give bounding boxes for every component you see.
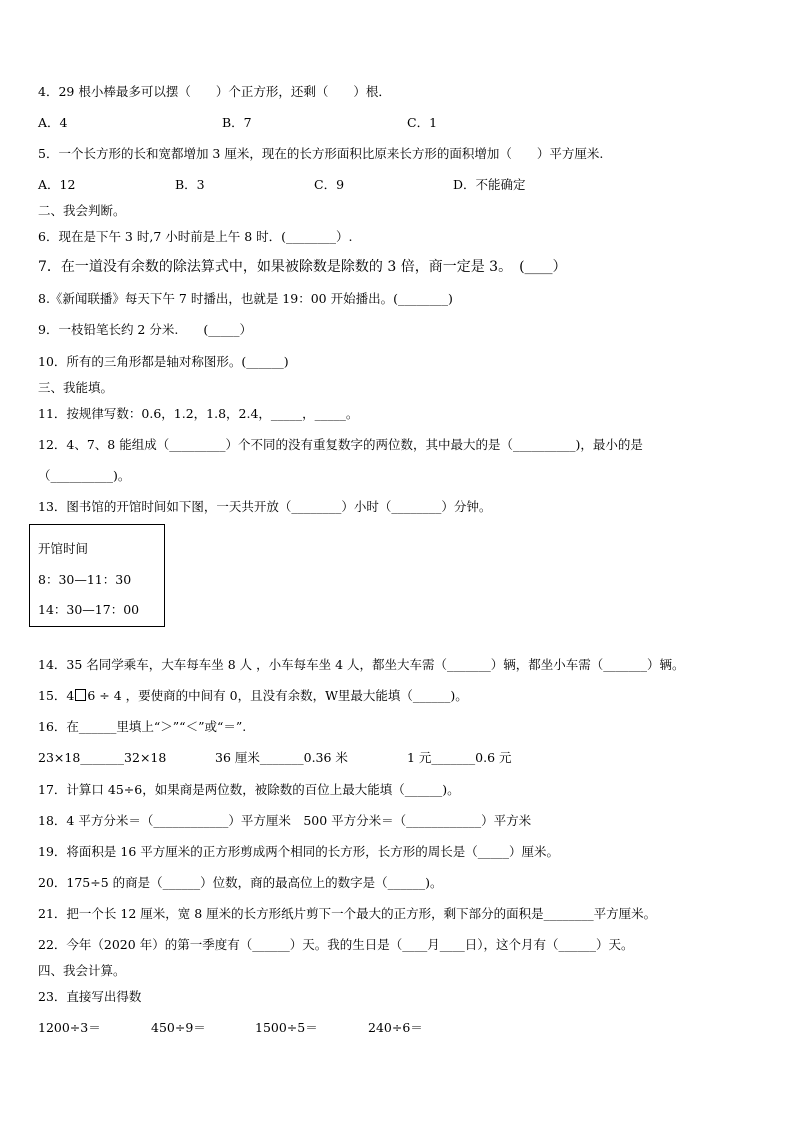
q23-item-3: 1500÷5＝ bbox=[255, 1020, 318, 1035]
question-9: 9．一枝铅笔长约 2 分米. (_____） bbox=[38, 322, 252, 337]
q15-suffix: 6 ÷ 4 ，要使商的中间有 0，且没有余数，W里最大能填（______)。 bbox=[87, 688, 468, 703]
question-16: 16．在______里填上“＞”“＜”或“＝”. bbox=[38, 719, 247, 734]
question-18: 18．4 平方分米＝（____________）平方厘米 500 平方分米＝（____________）平方米 bbox=[38, 813, 532, 828]
question-21: 21．把一个长 12 厘米，宽 8 厘米的长方形纸片剪下一个最大的正方形，剩下部分的面积是________平方厘米。 bbox=[38, 906, 657, 921]
q16-item-1: 23×18_______32×18 bbox=[38, 750, 167, 765]
q23-item-4: 240÷6＝ bbox=[368, 1020, 423, 1035]
question-13: 13．图书馆的开馆时间如下图，一天共开放（________）小时（________）分钟。 bbox=[38, 499, 492, 514]
blank-box-icon bbox=[75, 689, 86, 701]
q16-item-3: 1 元_______0.6 元 bbox=[407, 750, 512, 765]
q5-option-d: D．不能确定 bbox=[453, 177, 526, 192]
question-19: 19．将面积是 16 平方厘米的正方形剪成两个相同的长方形，长方形的周长是（_____）厘米。 bbox=[38, 844, 560, 859]
q5-option-b: B．3 bbox=[175, 177, 205, 192]
section-heading-calc: 四、我会计算。 bbox=[38, 963, 126, 978]
question-4: 4．29 根小棒最多可以摆（ ）个正方形，还剩（ ）根． bbox=[38, 84, 391, 99]
q15-prefix: 15．4 bbox=[38, 688, 75, 703]
q4-option-c: C．1 bbox=[407, 115, 438, 130]
q23-item-2: 450÷9＝ bbox=[151, 1020, 206, 1035]
q4-option-a: A．4 bbox=[38, 115, 68, 130]
question-7: 7．在一道没有余数的除法算式中，如果被除数是除数的 3 倍，商一定是 3。 (____） bbox=[38, 259, 567, 275]
q5-option-c: C．9 bbox=[314, 177, 345, 192]
library-hours-morning: 8：30—11：30 bbox=[38, 572, 132, 587]
question-12-line1: 12．4、7、8 能组成（_________）个不同的没有重复数字的两位数，其中最大的是（__________)，最小的是 bbox=[38, 437, 643, 452]
q4-option-b: B．7 bbox=[222, 115, 252, 130]
library-hours-box bbox=[29, 524, 165, 627]
library-hours-title: 开馆时间 bbox=[38, 541, 89, 556]
q23-item-1: 1200÷3＝ bbox=[38, 1020, 101, 1035]
question-15 bbox=[38, 688, 468, 704]
question-20: 20．175÷5 的商是（______）位数，商的最高位上的数字是（______)。 bbox=[38, 875, 443, 890]
section-heading-judge: 二、我会判断。 bbox=[38, 203, 126, 218]
question-5: 5．一个长方形的长和宽都增加 3 厘米，现在的长方形面积比原来长方形的面积增加（ ）平方厘米. bbox=[38, 146, 604, 161]
section-heading-fill: 三、我能填。 bbox=[38, 380, 114, 395]
q16-item-2: 36 厘米_______0.36 米 bbox=[215, 750, 348, 765]
question-11: 11．按规律写数：0.6，1.2，1.8，2.4，_____，_____。 bbox=[38, 406, 359, 421]
q5-option-a: A．12 bbox=[38, 177, 76, 192]
library-hours-afternoon: 14：30—17：00 bbox=[38, 602, 140, 617]
question-22: 22．今年（2020 年）的第一季度有（______）天。我的生日是（____月____日），这个月有（______）天。 bbox=[38, 937, 634, 952]
question-12-line2: （__________)。 bbox=[38, 468, 131, 483]
question-6: 6．现在是下午 3 时,7 小时前是上午 8 时．(________）. bbox=[38, 229, 353, 244]
question-17: 17．计算口 45÷6，如果商是两位数，被除数的百位上最大能填（______)。 bbox=[38, 782, 460, 797]
question-8: 8.《新闻联播》每天下午 7 时播出，也就是 19：00 开始播出。(________) bbox=[38, 291, 453, 306]
question-10: 10．所有的三角形都是轴对称图形。(______) bbox=[38, 354, 289, 369]
question-23: 23．直接写出得数 bbox=[38, 989, 142, 1004]
question-14: 14．35 名同学乘车，大车每车坐 8 人 ，小车每车坐 4 人，都坐大车需（_______）辆，都坐小车需（_______）辆。 bbox=[38, 657, 685, 672]
